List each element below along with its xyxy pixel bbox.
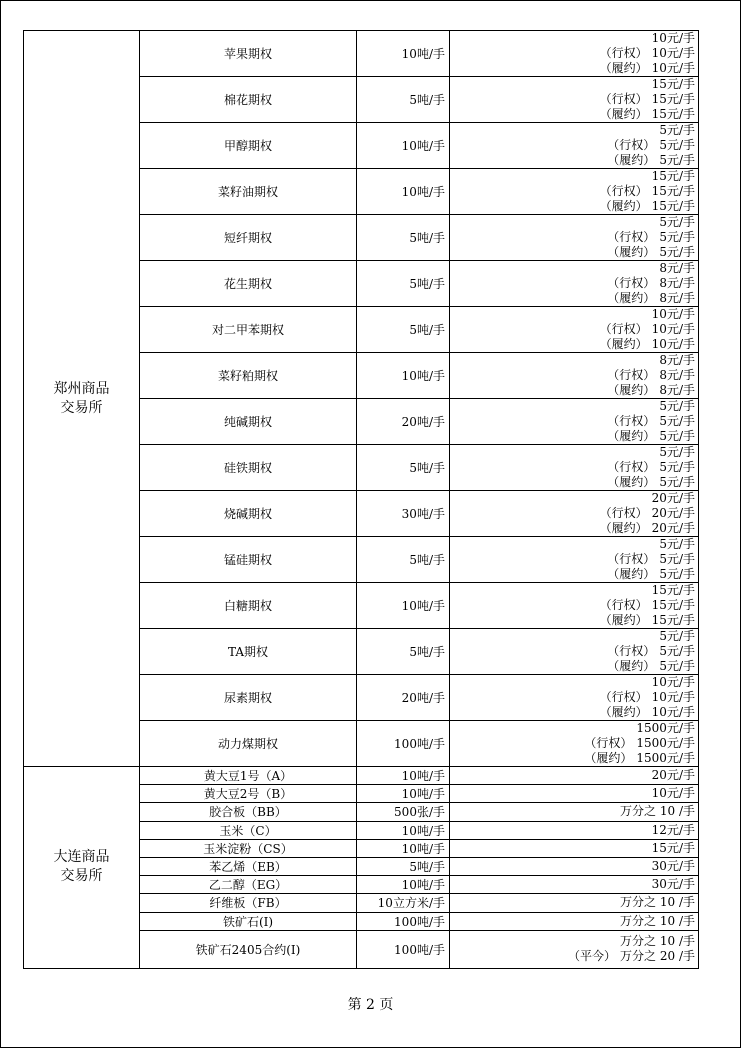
product-name: 铁矿石2405合约(I) [140, 930, 357, 968]
contract-unit: 10吨/手 [357, 353, 450, 399]
contract-unit: 10吨/手 [357, 839, 450, 857]
fee-line [450, 552, 695, 567]
fee-value: 5元/手 [659, 245, 695, 259]
fee-value: 5元/手 [659, 215, 695, 229]
fee-type-label: （行权） [607, 460, 656, 474]
fee-type-label: （行权） [599, 92, 648, 106]
fee-value: 30元/手 [651, 877, 695, 892]
fee-value: 10元/手 [651, 705, 695, 719]
fee-value: 10元/手 [651, 337, 695, 351]
fee-cell [450, 169, 699, 215]
fee-line [450, 751, 695, 766]
fee-type-label: （履约） [599, 199, 648, 213]
fee-cell [450, 767, 699, 785]
fee-line [450, 583, 695, 598]
fee-line [450, 261, 695, 276]
fee-type-label: （履约） [599, 337, 648, 351]
fee-value: 15元/手 [651, 92, 695, 106]
fee-line [450, 786, 695, 801]
fee-line [450, 736, 695, 751]
fee-value: 30元/手 [651, 859, 695, 874]
fee-type-label: （行权） [599, 506, 648, 520]
fee-value: 万分之 20 /手 [620, 949, 695, 964]
table-row [24, 767, 699, 785]
fee-value: 10元/手 [651, 46, 695, 60]
contract-unit: 5吨/手 [357, 77, 450, 123]
fee-type-label: （行权） [607, 644, 656, 658]
fee-value: 12元/手 [651, 822, 695, 837]
fee-type-label: （履约） [599, 613, 648, 627]
fee-value: 5元/手 [659, 138, 695, 152]
fee-line [450, 613, 695, 628]
fee-type-label: （履约） [599, 107, 648, 121]
contract-unit: 5吨/手 [357, 261, 450, 307]
fee-line [450, 77, 695, 92]
product-name: 苹果期权 [140, 31, 357, 77]
fee-cell [450, 215, 699, 261]
product-name: TA期权 [140, 629, 357, 675]
fee-type-label: （履约） [607, 429, 656, 443]
fee-type-label: （履约） [607, 383, 656, 397]
fee-line [450, 215, 695, 230]
contract-unit: 10吨/手 [357, 583, 450, 629]
product-name: 乙二醇（EG） [140, 876, 357, 894]
fee-type-label: （行权） [599, 598, 648, 612]
fee-cell [450, 491, 699, 537]
fee-line [450, 934, 695, 949]
fee-type-label: （行权） [607, 138, 656, 152]
contract-unit: 100吨/手 [357, 721, 450, 767]
fee-line [450, 92, 695, 107]
table-row [24, 31, 699, 77]
contract-unit: 10立方米/手 [357, 894, 450, 912]
exchange-name-dalian: 大连商品 交易所 [24, 767, 140, 969]
fee-value: 20元/手 [651, 768, 695, 783]
product-name: 菜籽粕期权 [140, 353, 357, 399]
fee-cell [450, 857, 699, 875]
fee-value: 5元/手 [659, 659, 695, 673]
product-name: 短纤期权 [140, 215, 357, 261]
contract-unit: 10吨/手 [357, 876, 450, 894]
fee-cell [450, 675, 699, 721]
fee-line [450, 123, 695, 138]
product-name: 苯乙烯（EB） [140, 857, 357, 875]
fee-line [450, 353, 695, 368]
fee-cell [450, 912, 699, 930]
fee-type-label: （履约） [607, 291, 656, 305]
fee-line [450, 895, 695, 910]
fee-line [450, 705, 695, 720]
product-name: 菜籽油期权 [140, 169, 357, 215]
fee-cell [450, 399, 699, 445]
fee-value: 10元/手 [651, 31, 695, 45]
product-name: 黄大豆1号（A） [140, 767, 357, 785]
fee-value: 15元/手 [651, 613, 695, 627]
contract-unit: 100吨/手 [357, 912, 450, 930]
contract-unit: 5吨/手 [357, 445, 450, 491]
fee-line [450, 307, 695, 322]
contract-unit: 10吨/手 [357, 785, 450, 803]
contract-unit: 30吨/手 [357, 491, 450, 537]
contract-unit: 5吨/手 [357, 537, 450, 583]
fee-cell [450, 445, 699, 491]
fee-value: 15元/手 [651, 583, 695, 597]
fee-line [450, 399, 695, 414]
fee-value: 10元/手 [651, 786, 695, 801]
product-name: 对二甲苯期权 [140, 307, 357, 353]
fee-line [450, 107, 695, 122]
contract-unit: 5吨/手 [357, 857, 450, 875]
contract-unit: 100吨/手 [357, 930, 450, 968]
fee-value: 10元/手 [651, 690, 695, 704]
contract-unit: 10吨/手 [357, 123, 450, 169]
product-name: 动力煤期权 [140, 721, 357, 767]
fee-cell [450, 629, 699, 675]
fee-value: 万分之 10 /手 [620, 913, 695, 928]
fee-type-label: （履约） [607, 659, 656, 673]
fee-line [450, 184, 695, 199]
fee-type-label: （履约） [607, 475, 656, 489]
fee-value: 5元/手 [659, 460, 695, 474]
fee-cell [450, 77, 699, 123]
fee-type-label: （行权） [607, 552, 656, 566]
fee-value: 1500元/手 [636, 751, 695, 765]
fee-type-label: （行权） [599, 46, 648, 60]
fee-line [450, 414, 695, 429]
product-name: 烧碱期权 [140, 491, 357, 537]
fee-line [450, 445, 695, 460]
fee-value: 1500元/手 [636, 721, 695, 735]
contract-unit: 5吨/手 [357, 215, 450, 261]
fee-cell [450, 785, 699, 803]
fee-value: 5元/手 [659, 445, 695, 459]
fee-cell [450, 839, 699, 857]
fee-line [450, 475, 695, 490]
contract-unit: 10吨/手 [357, 767, 450, 785]
fee-value: 万分之 10 /手 [620, 804, 695, 819]
fee-line [450, 877, 695, 892]
fee-line [450, 841, 695, 856]
page-number: 第 2 页 [347, 997, 394, 1013]
fee-line [450, 804, 695, 819]
fee-value: 万分之 10 /手 [620, 895, 695, 910]
fee-value: 15元/手 [651, 598, 695, 612]
fee-line [450, 629, 695, 644]
fee-cell [450, 721, 699, 767]
fee-cell [450, 930, 699, 968]
fee-value: 5元/手 [659, 567, 695, 581]
fee-value: 8元/手 [659, 291, 695, 305]
product-name: 棉花期权 [140, 77, 357, 123]
fee-line [450, 567, 695, 582]
fee-type-label: （行权） [607, 368, 656, 382]
fee-line [450, 276, 695, 291]
product-name: 纤维板（FB） [140, 894, 357, 912]
product-name: 白糖期权 [140, 583, 357, 629]
fee-value: 10元/手 [651, 322, 695, 336]
fee-value: 8元/手 [659, 261, 695, 275]
fee-type-label: （平今） [568, 949, 617, 964]
fee-type-label: （行权） [607, 414, 656, 428]
fee-line [450, 199, 695, 214]
fee-type-label: （行权） [599, 184, 648, 198]
fee-line [450, 690, 695, 705]
fee-line [450, 644, 695, 659]
fee-value: 15元/手 [651, 107, 695, 121]
fee-line [450, 245, 695, 260]
fee-cell [450, 876, 699, 894]
fee-type-label: （行权） [607, 230, 656, 244]
fee-line [450, 383, 695, 398]
fee-line [450, 721, 695, 736]
contract-unit: 10吨/手 [357, 31, 450, 77]
fee-line [450, 521, 695, 536]
product-name: 玉米淀粉（CS） [140, 839, 357, 857]
fee-type-label: （行权） [607, 276, 656, 290]
fee-value: 5元/手 [659, 429, 695, 443]
product-name: 硅铁期权 [140, 445, 357, 491]
fee-line [450, 138, 695, 153]
fee-line [450, 491, 695, 506]
fee-value: 10元/手 [651, 675, 695, 689]
fee-value: 20元/手 [651, 491, 695, 505]
fee-line [450, 768, 695, 783]
fee-type-label: （履约） [599, 705, 648, 719]
fee-value: 15元/手 [651, 169, 695, 183]
fee-type-label: （履约） [599, 521, 648, 535]
product-name: 甲醇期权 [140, 123, 357, 169]
fee-value: 1500元/手 [636, 736, 695, 750]
fee-value: 20元/手 [651, 506, 695, 520]
fee-line [450, 46, 695, 61]
fee-type-label: （履约） [607, 245, 656, 259]
contract-unit: 500张/手 [357, 803, 450, 821]
contract-unit: 20吨/手 [357, 675, 450, 721]
fee-line [450, 675, 695, 690]
fee-line [450, 429, 695, 444]
fee-value: 15元/手 [651, 840, 695, 855]
product-name: 黄大豆2号（B） [140, 785, 357, 803]
fee-type-label: （履约） [607, 153, 656, 167]
fee-line [450, 949, 695, 964]
fee-value: 5元/手 [659, 123, 695, 137]
exchange-name-zhengzhou: 郑州商品 交易所 [24, 31, 140, 767]
product-name: 胶合板（BB） [140, 803, 357, 821]
fee-table [23, 30, 699, 969]
fee-line [450, 169, 695, 184]
fee-cell [450, 803, 699, 821]
fee-type-label: （履约） [607, 567, 656, 581]
product-name: 尿素期权 [140, 675, 357, 721]
fee-value: 5元/手 [659, 537, 695, 551]
fee-value: 5元/手 [659, 414, 695, 428]
fee-cell [450, 894, 699, 912]
fee-type-label: （行权） [599, 690, 648, 704]
fee-line [450, 506, 695, 521]
fee-value: 15元/手 [651, 199, 695, 213]
fee-line [450, 230, 695, 245]
fee-line [450, 859, 695, 874]
contract-unit: 10吨/手 [357, 821, 450, 839]
fee-line [450, 61, 695, 76]
fee-cell [450, 261, 699, 307]
fee-value: 20元/手 [651, 521, 695, 535]
fee-value: 5元/手 [659, 399, 695, 413]
fee-cell [450, 537, 699, 583]
fee-value: 5元/手 [659, 552, 695, 566]
contract-unit: 5吨/手 [357, 307, 450, 353]
fee-cell [450, 31, 699, 77]
fee-value: 5元/手 [659, 230, 695, 244]
fee-value: 10元/手 [651, 307, 695, 321]
product-name: 纯碱期权 [140, 399, 357, 445]
fee-cell [450, 821, 699, 839]
fee-type-label: （履约） [599, 61, 648, 75]
fee-line [450, 460, 695, 475]
contract-unit: 5吨/手 [357, 629, 450, 675]
fee-cell [450, 123, 699, 169]
fee-value: 8元/手 [659, 383, 695, 397]
fee-line [450, 153, 695, 168]
fee-value: 15元/手 [651, 77, 695, 91]
product-name: 花生期权 [140, 261, 357, 307]
product-name: 铁矿石(I) [140, 912, 357, 930]
fee-value: 5元/手 [659, 644, 695, 658]
fee-value: 万分之 10 /手 [620, 934, 695, 949]
fee-line [450, 914, 695, 929]
fee-line [450, 291, 695, 306]
fee-line [450, 368, 695, 383]
fee-line [450, 31, 695, 46]
fee-line [450, 537, 695, 552]
fee-type-label: （行权） [584, 736, 633, 750]
fee-line [450, 659, 695, 674]
fee-line [450, 322, 695, 337]
fee-value: 5元/手 [659, 629, 695, 643]
contract-unit: 20吨/手 [357, 399, 450, 445]
contract-unit: 10吨/手 [357, 169, 450, 215]
fee-cell [450, 353, 699, 399]
fee-line [450, 337, 695, 352]
fee-value: 5元/手 [659, 153, 695, 167]
fee-line [450, 598, 695, 613]
fee-cell [450, 307, 699, 353]
fee-value: 15元/手 [651, 184, 695, 198]
fee-type-label: （履约） [584, 751, 633, 765]
fee-type-label: （行权） [599, 322, 648, 336]
product-name: 玉米（C） [140, 821, 357, 839]
fee-value: 8元/手 [659, 276, 695, 290]
fee-line [450, 823, 695, 838]
fee-cell [450, 583, 699, 629]
fee-value: 5元/手 [659, 475, 695, 489]
product-name: 锰硅期权 [140, 537, 357, 583]
fee-value: 8元/手 [659, 353, 695, 367]
fee-value: 8元/手 [659, 368, 695, 382]
fee-value: 10元/手 [651, 61, 695, 75]
